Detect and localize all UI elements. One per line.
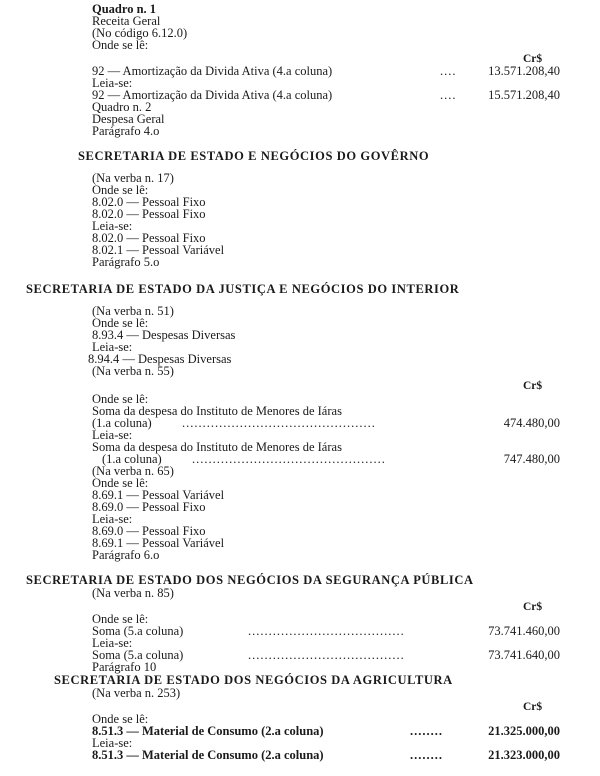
item-line: 8.69.1 — Pessoal Variável bbox=[92, 488, 225, 502]
amortizacao-row-corrected bbox=[92, 89, 560, 101]
soma-row-corrected bbox=[92, 649, 560, 661]
verba-label: (Na verba n. 55) bbox=[92, 364, 174, 378]
currency-label: Cr$ bbox=[523, 53, 543, 65]
row-leader-dots: ............................................... bbox=[182, 417, 376, 429]
row-label: Soma (5.a coluna) bbox=[92, 648, 184, 662]
row-value: 474.480,00 bbox=[503, 416, 560, 430]
row-leader-dots: ...................................... bbox=[248, 625, 405, 637]
item-line: 8.69.0 — Pessoal Fixo bbox=[92, 524, 206, 538]
onde-se-le-label: Onde se lê: bbox=[92, 38, 149, 52]
soma-row-original bbox=[92, 417, 560, 429]
row-value: 73.741.460,00 bbox=[488, 624, 560, 638]
row-label: (1.a coluna) bbox=[92, 416, 152, 430]
verba-label: (Na verba n. 17) bbox=[92, 171, 174, 185]
onde-se-le-label: Onde se lê: bbox=[92, 712, 149, 726]
material-row-corrected bbox=[92, 749, 560, 761]
verba-label: (Na verba n. 51) bbox=[92, 304, 174, 318]
verba-label: (Na verba n. 65) bbox=[92, 464, 174, 478]
row-value: 13.571.208,40 bbox=[488, 64, 560, 78]
section-heading-governo: SECRETARIA DE ESTADO E NEGÓCIOS DO GOVÊRNO bbox=[78, 149, 430, 163]
row-value: 21.323.000,00 bbox=[488, 748, 560, 762]
item-line: 8.69.1 — Pessoal Variável bbox=[92, 536, 225, 550]
row-value: 73.741.640,00 bbox=[488, 648, 560, 662]
leia-se-label: Leia-se: bbox=[92, 636, 133, 650]
verba-label: (Na verba n. 253) bbox=[92, 686, 181, 700]
item-line: 8.02.0 — Pessoal Fixo bbox=[92, 231, 206, 245]
item-line: 8.69.0 — Pessoal Fixo bbox=[92, 500, 206, 514]
row-label: 8.51.3 — Material de Consumo (2.a coluna) bbox=[92, 748, 324, 762]
item-line: 8.02.1 — Pessoal Variável bbox=[92, 243, 225, 257]
leia-se-label: Leia-se: bbox=[92, 219, 133, 233]
codigo-label: (No código 6.12.0) bbox=[92, 26, 188, 40]
row-value: 15.571.208,40 bbox=[488, 88, 560, 102]
row-label: 8.51.3 — Material de Consumo (2.a coluna) bbox=[92, 724, 324, 738]
soma-line: Soma da despesa do Instituto de Menores de Iáras bbox=[92, 440, 342, 454]
paragrafo-label: Parágrafo 4.o bbox=[92, 124, 160, 138]
section-heading-seguranca: SECRETARIA DE ESTADO DOS NEGÓCIOS DA SEGURANÇA PÚBLICA bbox=[26, 573, 474, 587]
leia-se-label: Leia-se: bbox=[92, 512, 133, 526]
paragrafo-label: Parágrafo 5.o bbox=[92, 255, 160, 269]
onde-se-le-label: Onde se lê: bbox=[92, 476, 149, 490]
paragrafo-label: Parágrafo 6.o bbox=[92, 548, 160, 562]
quadro-2-title: Quadro n. 2 bbox=[92, 100, 152, 114]
section-heading-agricultura: SECRETARIA DE ESTADO DOS NEGÓCIOS DA AGRICULTURA bbox=[54, 673, 453, 687]
row-leader-dots: .... bbox=[440, 65, 457, 77]
paragrafo-label: Parágrafo 10 bbox=[92, 660, 157, 674]
onde-se-le-label: Onde se lê: bbox=[92, 316, 149, 330]
soma-line: Soma da despesa do Instituto de Menores de Iáras bbox=[92, 404, 342, 418]
row-label: (1.a coluna) bbox=[102, 452, 162, 466]
amortizacao-row-original bbox=[92, 65, 560, 77]
item-line: 8.93.4 — Despesas Diversas bbox=[92, 328, 236, 342]
despesa-geral-label: Despesa Geral bbox=[92, 112, 165, 126]
item-line: 8.02.0 — Pessoal Fixo bbox=[92, 195, 206, 209]
soma-row-original bbox=[92, 625, 560, 637]
item-line: 8.94.4 — Despesas Diversas bbox=[88, 352, 232, 366]
currency-label: Cr$ bbox=[523, 601, 543, 613]
leia-se-label: Leia-se: bbox=[92, 428, 133, 442]
onde-se-le-label: Onde se lê: bbox=[92, 612, 149, 626]
row-value: 21.325.000,00 bbox=[488, 724, 560, 738]
leia-se-label: Leia-se: bbox=[92, 76, 133, 90]
item-line: 8.02.0 — Pessoal Fixo bbox=[92, 207, 206, 221]
row-label: Soma (5.a coluna) bbox=[92, 624, 184, 638]
onde-se-le-label: Onde se lê: bbox=[92, 183, 149, 197]
row-value: 747.480,00 bbox=[503, 452, 560, 466]
row-leader-dots: ............................................... bbox=[192, 453, 386, 465]
receita-geral-label: Receita Geral bbox=[92, 14, 161, 28]
material-row-original bbox=[92, 725, 560, 737]
row-label: 92 — Amortização da Divida Ativa (4.a coluna) bbox=[92, 64, 333, 78]
row-leader-dots: .... bbox=[440, 89, 457, 101]
currency-label: Cr$ bbox=[523, 701, 543, 713]
row-leader-dots: ........ bbox=[410, 725, 443, 737]
onde-se-le-label: Onde se lê: bbox=[92, 392, 149, 406]
currency-label: Cr$ bbox=[523, 380, 543, 392]
quadro-1-title: Quadro n. 1 bbox=[92, 2, 157, 16]
section-heading-justica: SECRETARIA DE ESTADO DA JUSTIÇA E NEGÓCIOS DO INTERIOR bbox=[26, 282, 460, 296]
row-label: 92 — Amortização da Divida Ativa (4.a coluna) bbox=[92, 88, 333, 102]
leia-se-label: Leia-se: bbox=[92, 736, 133, 750]
verba-label: (Na verba n. 85) bbox=[92, 586, 174, 600]
row-leader-dots: ...................................... bbox=[248, 649, 405, 661]
leia-se-label: Leia-se: bbox=[92, 340, 133, 354]
row-leader-dots: ........ bbox=[410, 749, 443, 761]
